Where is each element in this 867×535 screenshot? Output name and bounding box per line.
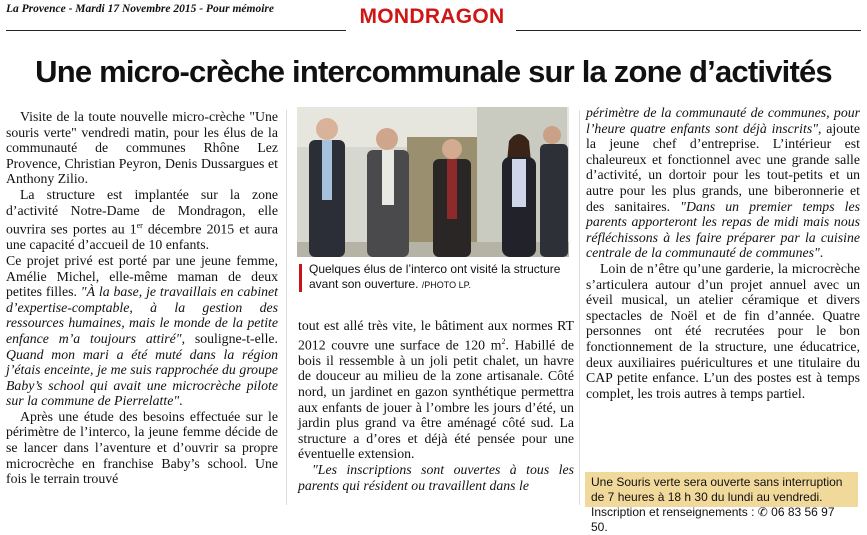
article-column-1 (6, 109, 278, 487)
paragraph: tout est allé très vite, le bâtiment aux normes RT 2012 couvre une surface de 120 $m^2$. Habillé de bois il ressemble à un joli petit chalet, un havre de douceur au milieu de la zone artisanale. Côté nord, un jardinet en gazon synthétique permettra aux enfants de jouer à l’ombre les jours d’été, un jardin plus grand va être aménagé côté sud. La structure a d’ores et déjà été pensée pour une éventuelle extension. (298, 318, 574, 462)
header-rule-left (6, 30, 346, 31)
photo-caption (297, 262, 572, 293)
paragraph: Loin de n’être qu’une garderie, la microcrèche s’articulera autour d’un projet annuel avec un éveil musical, un atelier céramique et divers spectacles de Noël et de fin d’année. Quatre personnes ont été recrutées pour le bon fonctionnement de la structure, une éducatrice, deux auxiliaires puéricultures et une titulaire du CAP petite enfance. L’un des postes est à temps complet, les trois autres à temps partiel. (586, 260, 860, 401)
paragraph: Ce projet privé est porté par une jeune femme, Amélie Michel, elle-même maman de deux petites filles. "À la base, je travaillais en cabinet d’expertise-comptable, à la gestion des ressources humaines, mais le monde de la petite enfance m’a toujours attiré", souligne-t-elle. Quand mon mari a été muté dans la région j’étais enceinte, je me suis rapprochée du groupe Baby’s school qui avait une microcrèche pilote sur la commune de Pierrelatte". (6, 252, 279, 409)
header-rule-right (516, 30, 861, 31)
article-column-2 (298, 318, 574, 493)
group-photo-illustration (297, 107, 569, 257)
caption-text: Quelques élus de l’interco ont visité la structure avant son ouverture. (309, 262, 561, 291)
caption-accent-bar (299, 264, 302, 292)
paragraph: périmètre de la communauté de communes, pour l’heure quatre enfants sont déjà inscrits", ajoute la jeune chef d’entreprise. L’intérieur est chaleureux et fonctionnel avec une grande salle d’activité, un dortoir pour les tout-petits et un autre pour les plus grands, une biberonnerie et des sanitaires. "Dans un premier temps les parents apporteront les repas de midi mais nous réfléchissons à les faire préparer par la cuisine centrale de la communauté de communes". (586, 105, 861, 261)
paragraph: Après une étude des besoins effectuée sur le périmètre de l’interco, la jeune femme décide de se lancer dans l’aventure et d’ouvrir sa propre microcrèche en franchise Baby’s school. Une fois le terrain trouvé (6, 408, 278, 487)
article-headline: Une micro-crèche intercommunale sur la zone d’activités (35, 54, 832, 89)
info-text: Une Souris verte sera ouverte sans interruption de 7 heures à 18 h 30 du lundi au vendredi. Inscription et renseignements : ✆ 06 83 56 97 50. (591, 475, 843, 534)
photo-credit: /PHOTO LP. (421, 280, 471, 290)
section-kicker: MONDRAGON (359, 5, 505, 28)
paragraph: La structure est implantée sur la zone d’activité Notre-Dame de Mondragon, elle ouvrira ses portes au 1er décembre 2015 et aura une capacité d’accueil de 10 enfants. (6, 186, 278, 253)
paragraph: Visite de la toute nouvelle micro-crèche "Une souris verte" vendredi matin, pour les élus de la communauté de communes Rhône Lez Provence, Christian Peyron, Denis Dussargues et Anthony Zilio. (6, 109, 278, 187)
paragraph: "Les inscriptions sont ouvertes à tous les parents qui résident ou travaillent dans le (298, 461, 574, 493)
newspaper-dateline: La Provence - Mardi 17 Novembre 2015 - Pour mémoire (6, 3, 274, 15)
column-divider (286, 110, 287, 505)
article-photo (297, 107, 569, 257)
practical-info-box (585, 472, 858, 534)
article-column-3 (586, 105, 860, 401)
column-divider (579, 110, 580, 505)
